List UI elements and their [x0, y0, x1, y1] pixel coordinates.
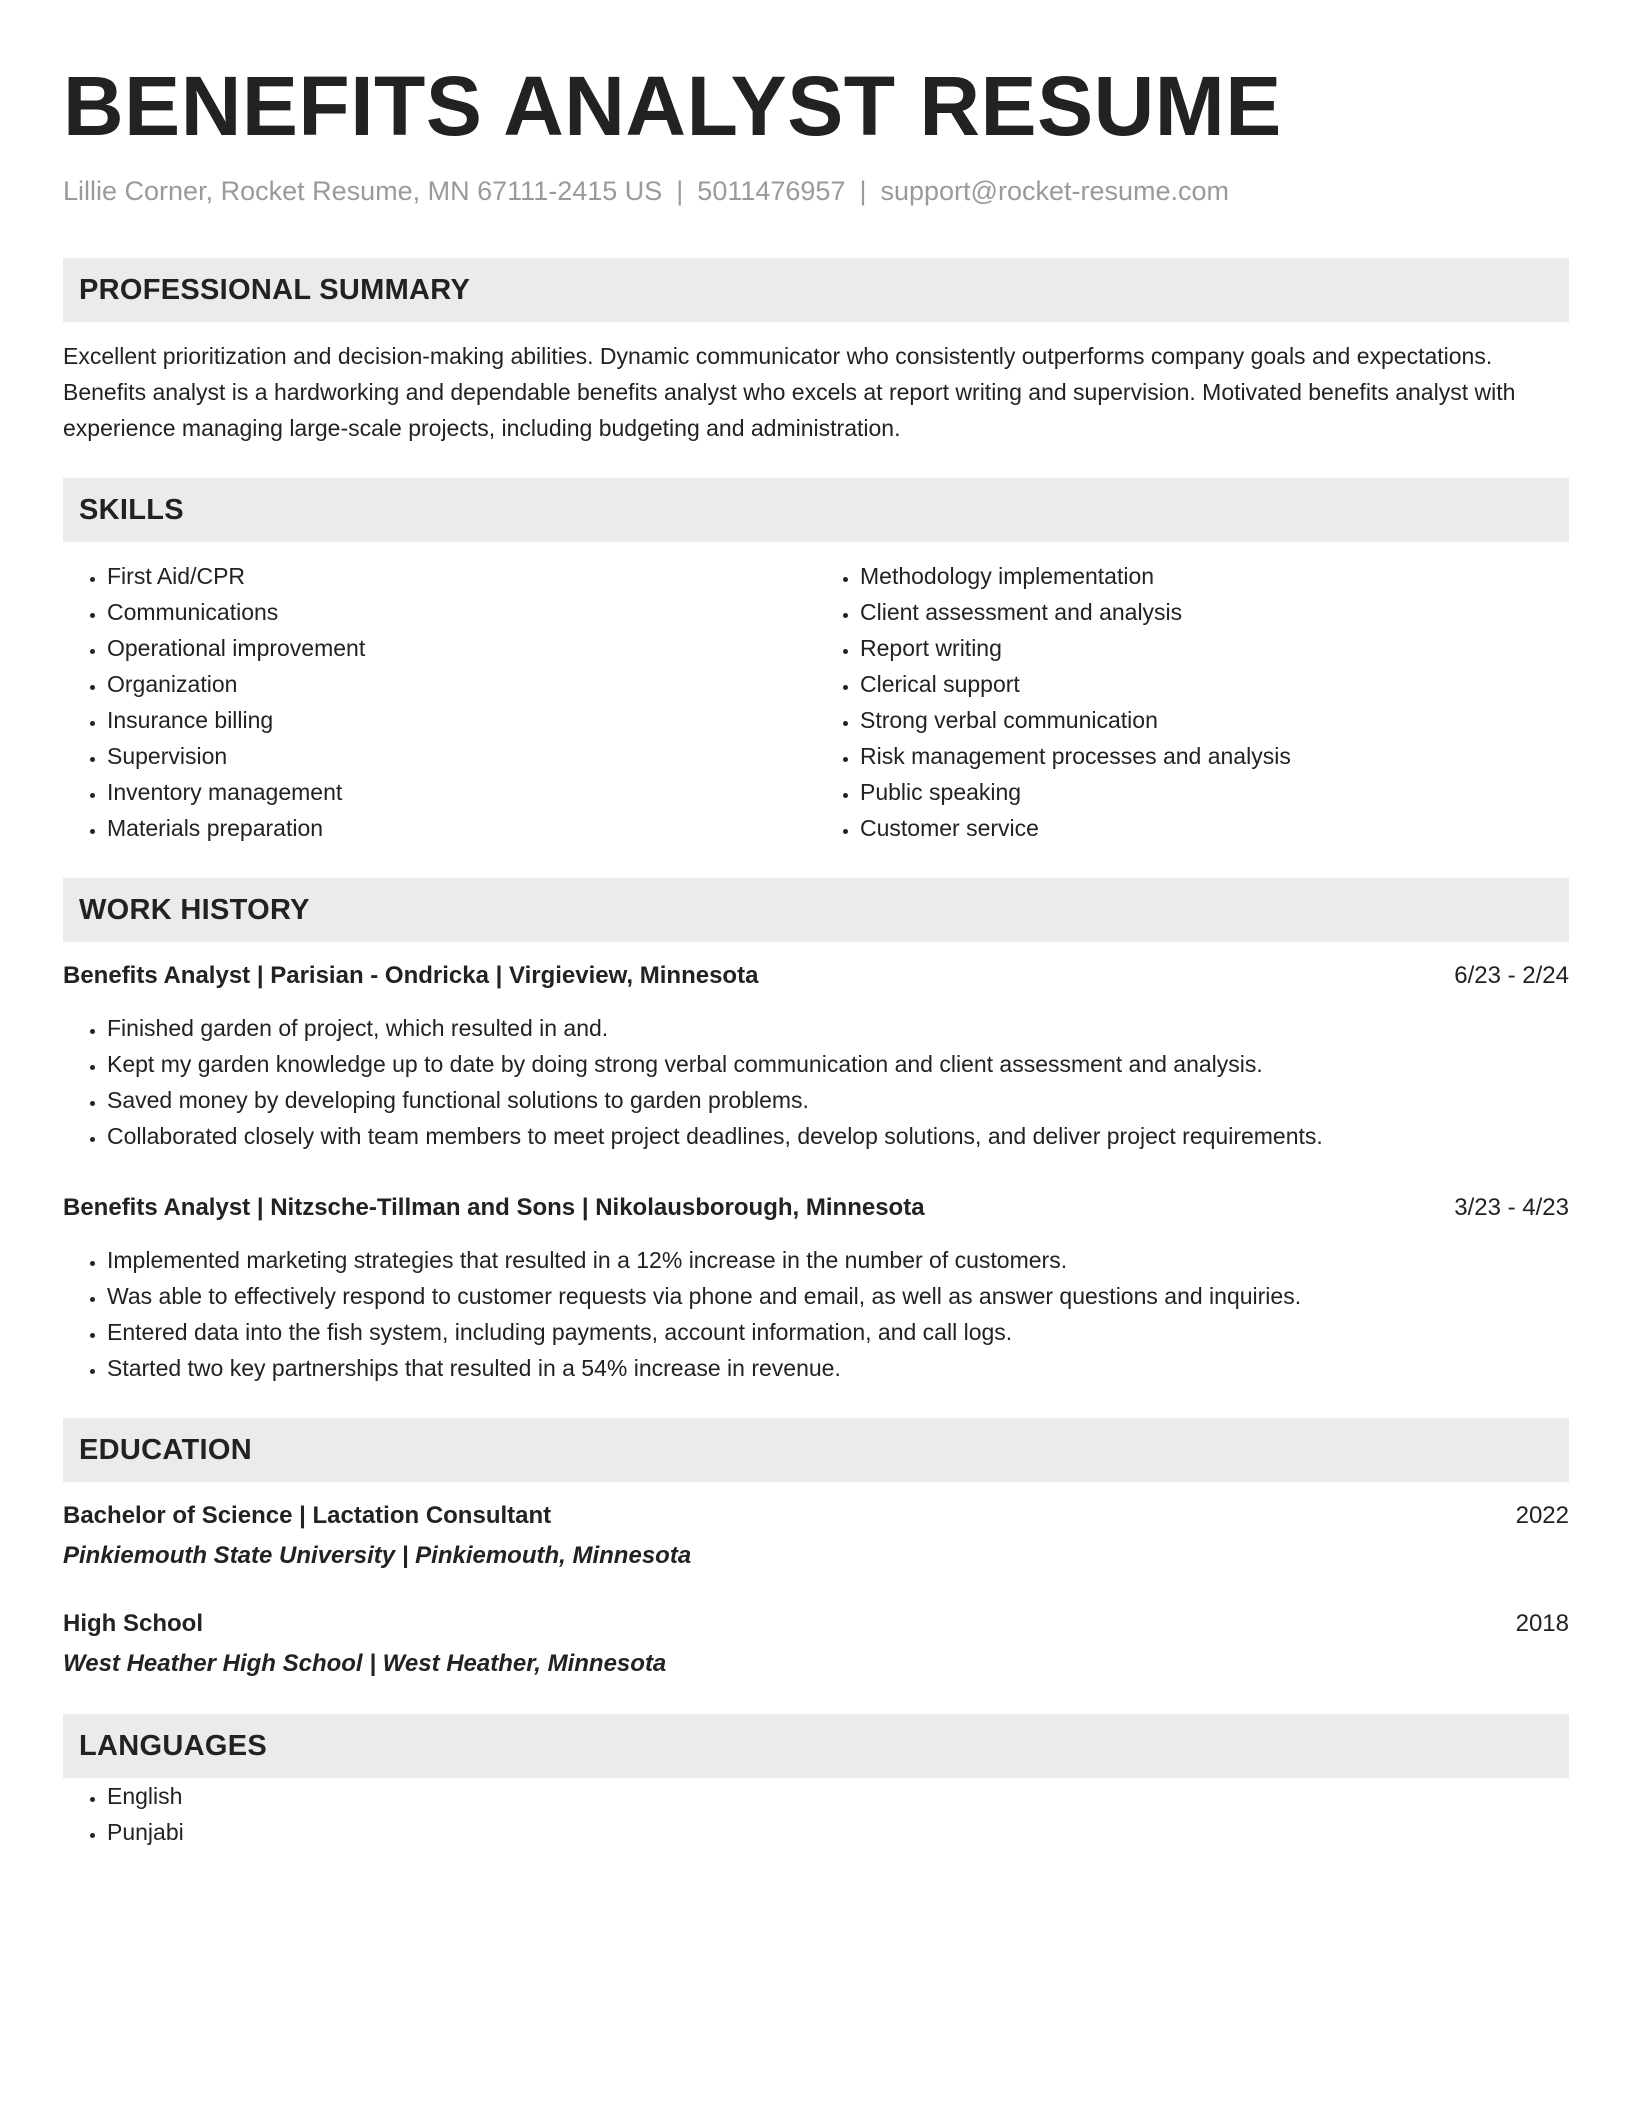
skill-item: • Operational improvement: [107, 630, 816, 666]
job-bullet: • Saved money by developing functional solutions to garden problems.: [107, 1082, 1569, 1118]
job-bullets: [63, 1242, 1569, 1386]
skills-column-left: [63, 558, 816, 846]
education-school: Pinkiemouth State University | Pinkiemouth, Minnesota: [63, 1542, 692, 1569]
skill-item: • First Aid/CPR: [107, 558, 816, 594]
job-header: [63, 1190, 1569, 1226]
job-title: Benefits Analyst | Parisian - Ondricka | Virgieview, Minnesota: [63, 962, 759, 989]
job-dates: 6/23 - 2/24: [1454, 962, 1569, 989]
education-year: 2018: [1515, 1610, 1569, 1637]
education-degree: High School: [63, 1610, 203, 1637]
job-bullet: • Implemented marketing strategies that resulted in a 12% increase in the number of customers.: [107, 1242, 1569, 1278]
contact-email: support@rocket-resume.com: [880, 176, 1230, 206]
skill-item: • Strong verbal communication: [860, 702, 1569, 738]
skill-item: • Customer service: [860, 810, 1569, 846]
job-bullet: • Started two key partnerships that resulted in a 54% increase in revenue.: [107, 1350, 1569, 1386]
contact-separator: |: [676, 176, 684, 206]
skill-item: • Client assessment and analysis: [860, 594, 1569, 630]
skill-item: • Methodology implementation: [860, 558, 1569, 594]
section-heading-education: EDUCATION: [63, 1418, 1569, 1482]
skills-column-right: [816, 558, 1569, 846]
education-header: [63, 1498, 1569, 1534]
skill-item: • Insurance billing: [107, 702, 816, 738]
job-header: [63, 958, 1569, 994]
skill-item: • Supervision: [107, 738, 816, 774]
skill-item: • Risk management processes and analysis: [860, 738, 1569, 774]
job-bullets: [63, 1010, 1569, 1154]
education-entry: [63, 1606, 1569, 1682]
contact-phone: 5011476957: [697, 176, 846, 206]
job-dates: 3/23 - 4/23: [1454, 1194, 1569, 1221]
section-heading-work-history: WORK HISTORY: [63, 878, 1569, 942]
education-school: West Heather High School | West Heather, Minnesota: [63, 1650, 667, 1677]
section-heading-skills: SKILLS: [63, 478, 1569, 542]
education-entry: [63, 1498, 1569, 1574]
education-degree: Bachelor of Science | Lactation Consultant: [63, 1502, 552, 1529]
job-bullet: • Finished garden of project, which resulted in and.: [107, 1010, 1569, 1046]
skills-list: [63, 558, 1569, 846]
job-bullet: • Collaborated closely with team members to meet project deadlines, develop solutions, and deliver project requirements.: [107, 1118, 1569, 1154]
section-heading-summary: PROFESSIONAL SUMMARY: [63, 258, 1569, 322]
job-title: Benefits Analyst | Nitzsche-Tillman and Sons | Nikolausborough, Minnesota: [63, 1194, 925, 1221]
skill-item: • Communications: [107, 594, 816, 630]
skill-item: • Materials preparation: [107, 810, 816, 846]
skill-item: • Organization: [107, 666, 816, 702]
resume-title: BENEFITS ANALYST RESUME: [63, 59, 1282, 153]
languages-list: [63, 1778, 1569, 1850]
job-bullet: • Kept my garden knowledge up to date by doing strong verbal communication and client assessment and analysis.: [107, 1046, 1569, 1082]
skill-item: • Public speaking: [860, 774, 1569, 810]
skill-item: • Report writing: [860, 630, 1569, 666]
job-entry: [63, 1190, 1569, 1386]
job-entry: [63, 958, 1569, 1154]
skill-item: • Clerical support: [860, 666, 1569, 702]
job-bullet: • Entered data into the fish system, including payments, account information, and call logs.: [107, 1314, 1569, 1350]
summary-text: Excellent prioritization and decision-making abilities. Dynamic communicator who consistently outperforms company goals and expectations. Benefits analyst is a hardworking and dependable benefits analyst who excels at report writing and supervision. Motivated benefits analyst with experience managing large-scale projects, including budgeting and administration.: [63, 343, 1516, 441]
contact-line: [63, 174, 1569, 208]
education-header: [63, 1606, 1569, 1642]
language-item: • Punjabi: [107, 1814, 1569, 1850]
section-heading-languages: LANGUAGES: [63, 1714, 1569, 1778]
contact-address: Lillie Corner, Rocket Resume, MN 67111-2415 US: [63, 176, 663, 206]
skill-item: • Inventory management: [107, 774, 816, 810]
language-item: • English: [107, 1778, 1569, 1814]
contact-separator: |: [859, 176, 867, 206]
job-bullet: • Was able to effectively respond to customer requests via phone and email, as well as answer questions and inquiries.: [107, 1278, 1569, 1314]
education-year: 2022: [1515, 1502, 1569, 1529]
